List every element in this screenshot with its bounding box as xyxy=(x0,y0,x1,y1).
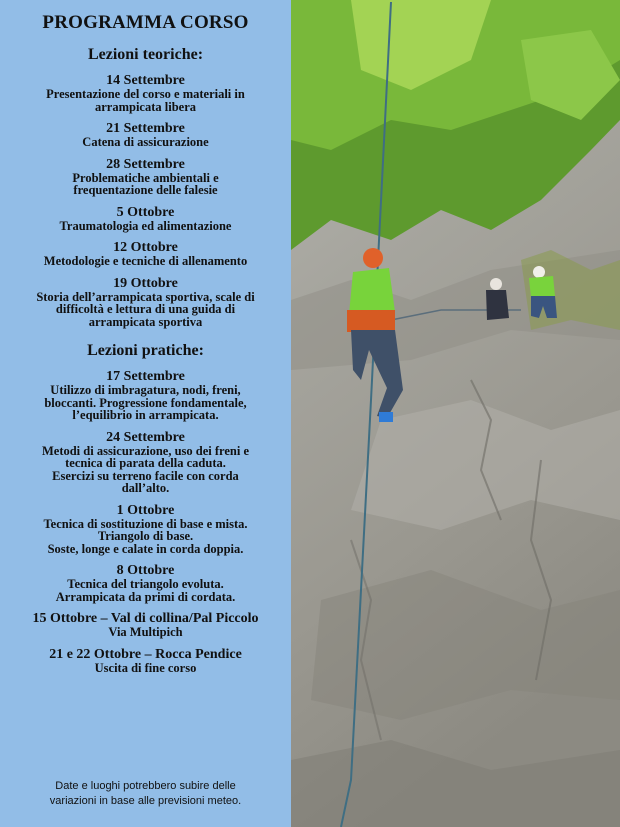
theory-heading: Lezioni teoriche: xyxy=(87,46,204,63)
disclaimer-note xyxy=(0,779,291,809)
description-line: bloccanti. Progressione fondamentale, xyxy=(44,395,247,410)
description-line: arrampicata libera xyxy=(94,99,196,114)
description-line: Utilizzo di imbragatura, nodi, freni, xyxy=(50,383,241,397)
program-description xyxy=(6,384,285,422)
description-line: Arrampicata da primi di cordata. xyxy=(55,589,236,604)
program-description xyxy=(6,136,285,149)
description-line: l’equilibrio in arrampicata. xyxy=(72,408,219,422)
note-line: variazioni in base alle previsioni meteo. xyxy=(49,795,242,807)
description-line: Traumatologia ed alimentazione xyxy=(59,218,232,233)
program-item xyxy=(6,206,285,233)
program-date: 5 Ottobre xyxy=(116,204,175,220)
program-item xyxy=(6,564,285,603)
program-item xyxy=(6,504,285,556)
program-item xyxy=(6,241,285,268)
description-line: Presentazione del corso e materiali in xyxy=(46,87,245,101)
description-line: dall’alto. xyxy=(121,481,170,495)
description-line: tecnica di parata della caduta. xyxy=(65,456,226,470)
program-description xyxy=(6,291,285,329)
program-date: 8 Ottobre xyxy=(116,563,175,578)
description-line: Uscita di fine corso xyxy=(94,660,197,675)
program-date: 21 e 22 Ottobre – Rocca Pendice xyxy=(49,646,242,662)
program-date: 15 Ottobre – Val di collina/Pal Piccolo xyxy=(32,611,259,626)
practice-heading: Lezioni pratiche: xyxy=(87,342,204,359)
program-item xyxy=(6,277,285,329)
theory-list xyxy=(6,74,285,328)
program-item xyxy=(6,122,285,149)
note-line: Date e luoghi potrebbero subire delle xyxy=(55,780,236,792)
description-line: Esercizi su terreno facile con corda xyxy=(52,468,239,483)
program-description xyxy=(6,662,285,675)
description-line: difficoltà e lettura di una guida di xyxy=(55,302,236,316)
description-line: Metodologie e tecniche di allenamento xyxy=(43,254,248,268)
program-description xyxy=(6,255,285,268)
climbing-photo xyxy=(291,0,620,827)
program-item xyxy=(6,612,285,639)
program-description xyxy=(6,220,285,233)
program-date: 14 Settembre xyxy=(106,73,185,88)
description-line: Catena di assicurazione xyxy=(82,135,209,149)
program-item xyxy=(6,158,285,197)
program-description xyxy=(6,445,285,495)
practice-list xyxy=(6,370,285,674)
program-panel xyxy=(0,0,291,827)
description-line: Soste, longe e calate in corda doppia. xyxy=(47,541,244,556)
program-date: 19 Ottobre xyxy=(113,275,178,291)
description-line: frequentazione delle falesie xyxy=(73,183,218,197)
program-description xyxy=(6,172,285,197)
description-line: Tecnica del triangolo evoluta. xyxy=(67,577,224,591)
program-date: 24 Settembre xyxy=(106,429,185,445)
description-line: Storia dell’arrampicata sportiva, scale di xyxy=(36,289,255,304)
description-line: arrampicata sportiva xyxy=(88,314,203,329)
program-description xyxy=(6,578,285,603)
program-date: 21 Settembre xyxy=(106,121,185,136)
program-date: 12 Ottobre xyxy=(113,240,178,255)
program-item xyxy=(6,370,285,422)
program-description xyxy=(6,88,285,113)
program-item xyxy=(6,648,285,675)
program-date: 1 Ottobre xyxy=(116,502,175,518)
description-line: Problematiche ambientali e xyxy=(72,170,219,185)
program-item xyxy=(6,74,285,113)
program-item xyxy=(6,431,285,495)
program-description xyxy=(6,626,285,639)
description-line: Via Multipich xyxy=(108,625,183,639)
description-line: Metodi di assicurazione, uso dei freni e xyxy=(41,443,250,458)
description-line: Tecnica di sostituzione di base e mista. xyxy=(43,516,248,531)
description-line: Triangolo di base. xyxy=(97,529,194,543)
program-date: 17 Settembre xyxy=(106,369,185,384)
program-date: 28 Settembre xyxy=(106,156,185,172)
program-description xyxy=(6,518,285,556)
page-title: PROGRAMMA CORSO xyxy=(42,12,249,33)
